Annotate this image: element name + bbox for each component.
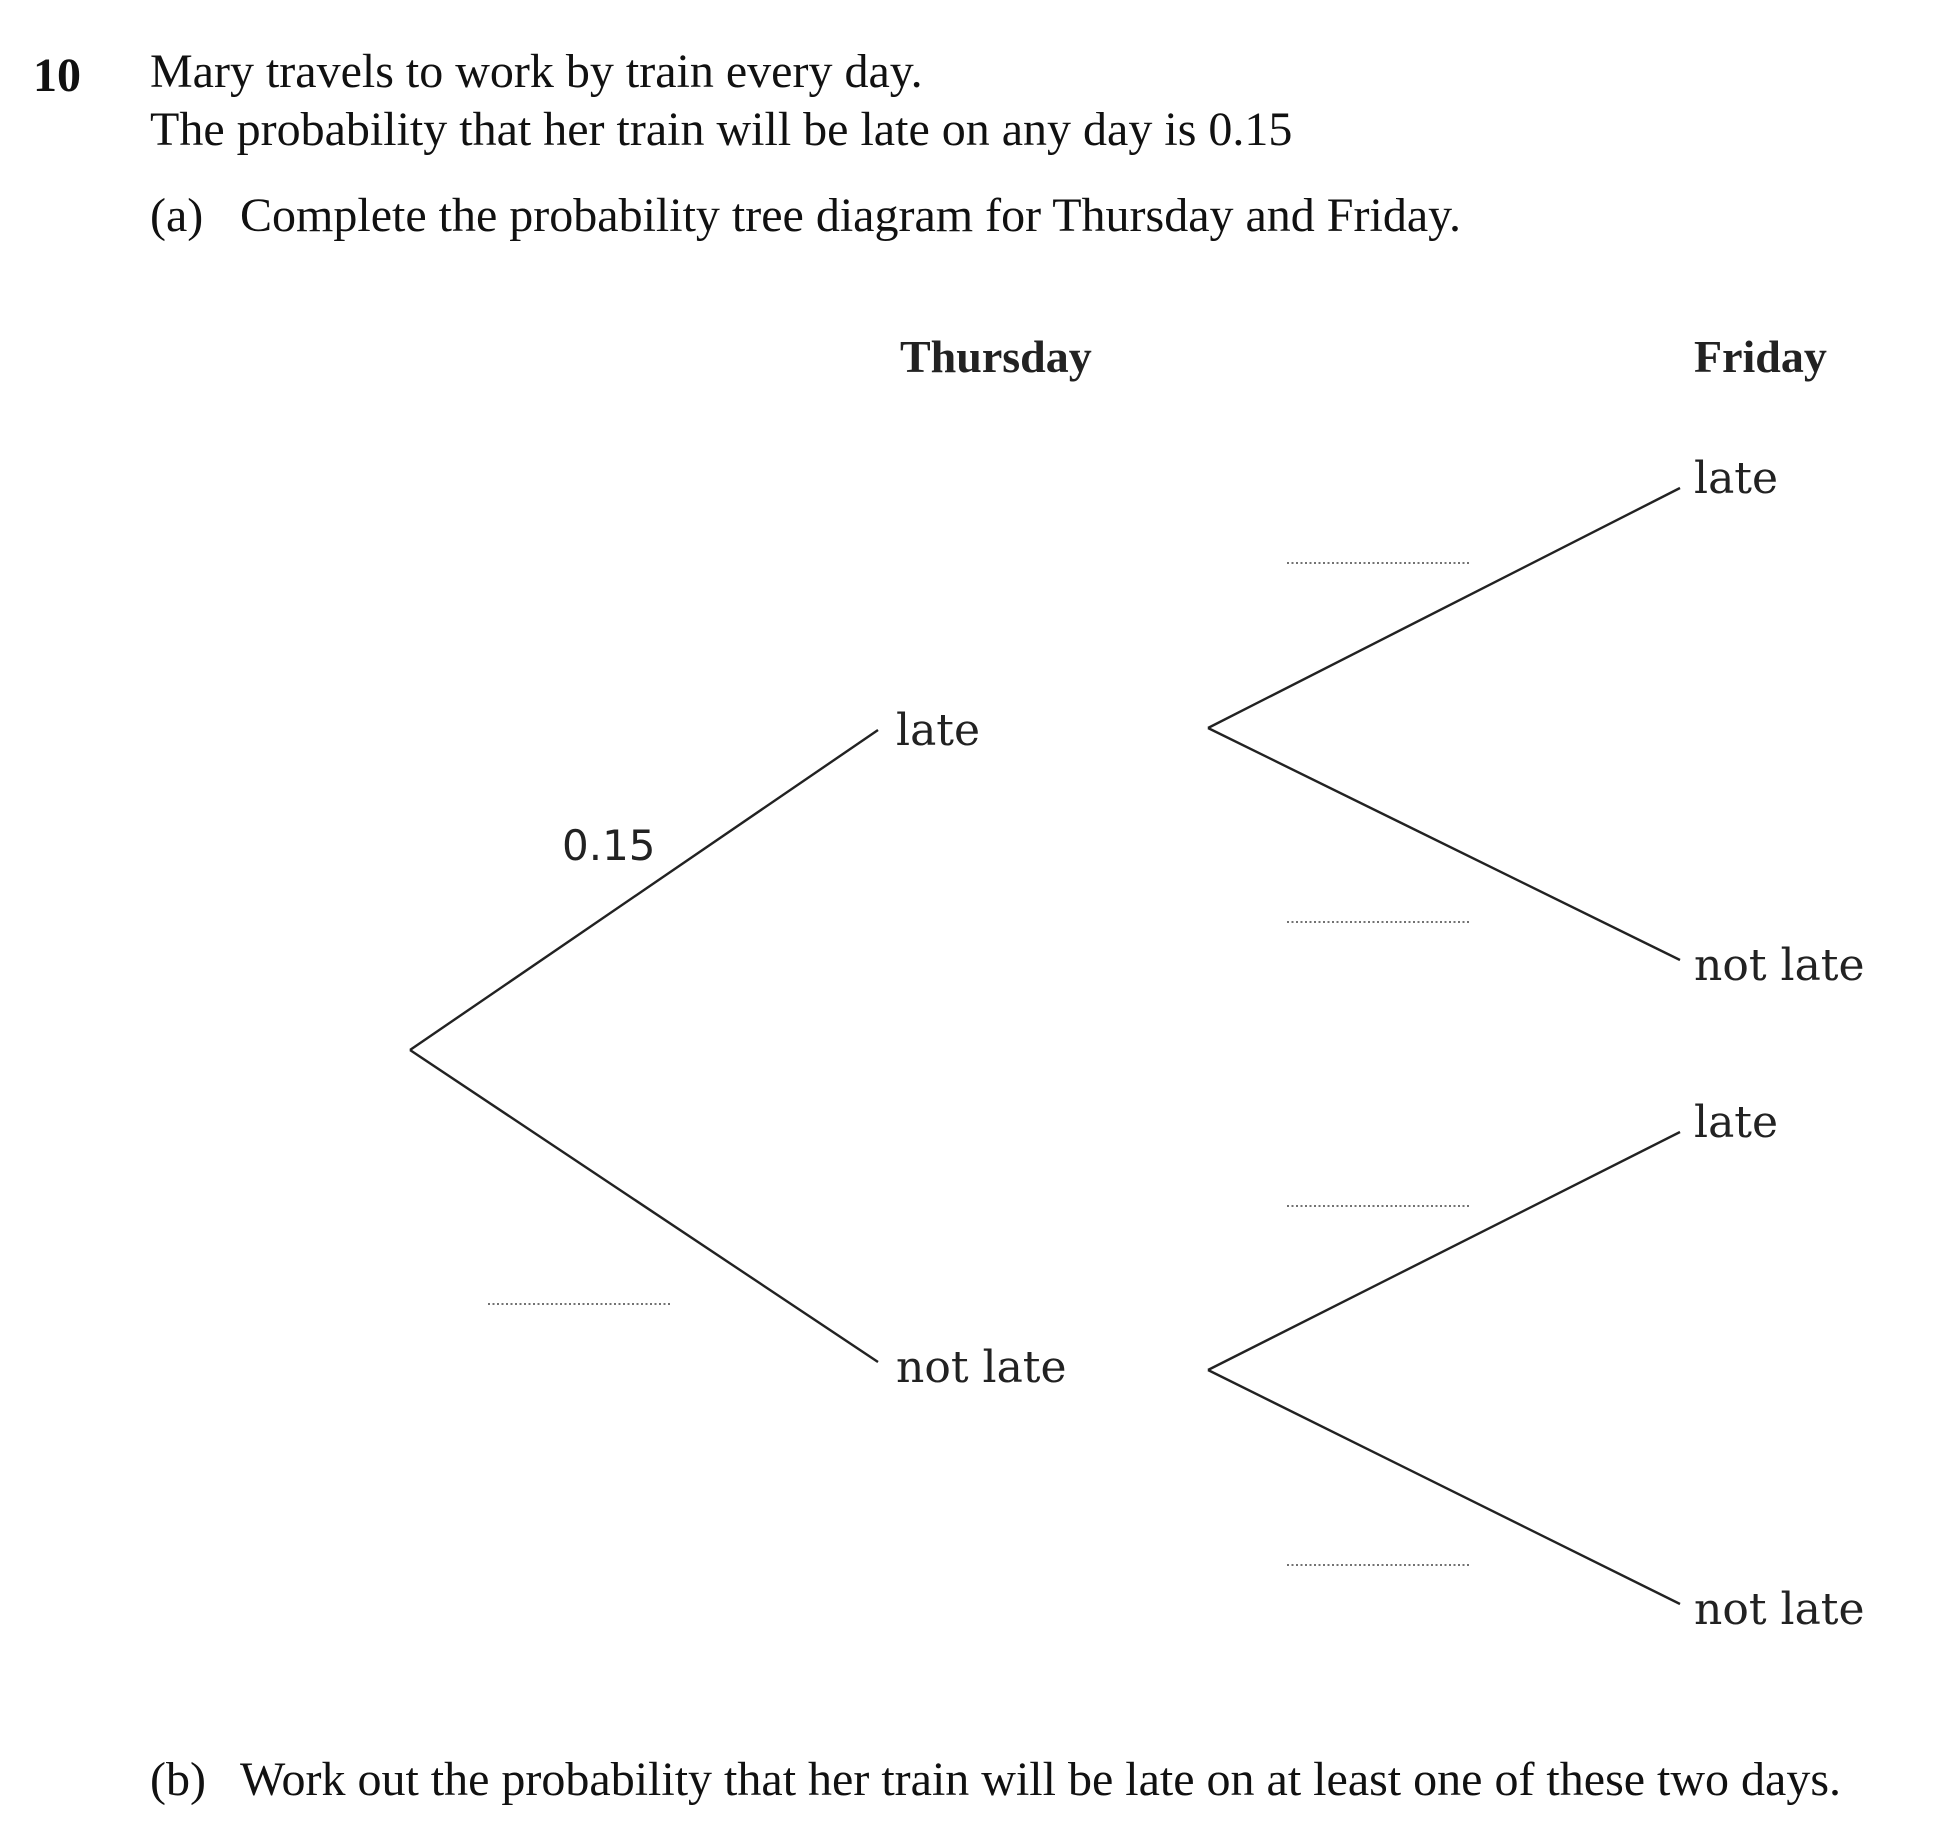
node-thursday-not-late: not late (896, 1342, 1067, 1393)
branch-friday-late-after-late (1208, 488, 1680, 728)
branch-thursday-late (410, 730, 878, 1050)
part-b-label: (b) (150, 1753, 206, 1806)
heading-thursday: Thursday (900, 331, 1092, 382)
question-stem-line-2: The probability that her train will be late on any day is 0.15 (150, 103, 1293, 156)
part-a-text: Complete the probability tree diagram for Thursday and Friday. (240, 189, 1461, 242)
heading-friday: Friday (1694, 331, 1827, 382)
node-thursday-late: late (896, 705, 981, 756)
question-number: 10 (33, 49, 81, 102)
branch-friday-not-late-after-late (1208, 728, 1680, 960)
part-b-text: Work out the probability that her train will be late on at least one of these two days. (240, 1753, 1842, 1806)
part-b (150, 1752, 1841, 1807)
node-friday-not-late-after-late: not late (1694, 940, 1865, 991)
probability-thursday-late: 0.15 (562, 821, 656, 870)
part-a-label: (a) (150, 189, 204, 242)
node-friday-not-late-after-not-late: not late (1694, 1584, 1865, 1635)
branch-thursday-not-late (410, 1050, 878, 1362)
node-friday-late-after-not-late: late (1694, 1097, 1779, 1148)
branch-friday-not-late-after-not-late (1208, 1370, 1680, 1604)
branch-friday-late-after-not-late (1208, 1132, 1680, 1370)
question-stem-line-1: Mary travels to work by train every day. (150, 45, 923, 98)
node-friday-late-after-late: late (1694, 453, 1779, 504)
